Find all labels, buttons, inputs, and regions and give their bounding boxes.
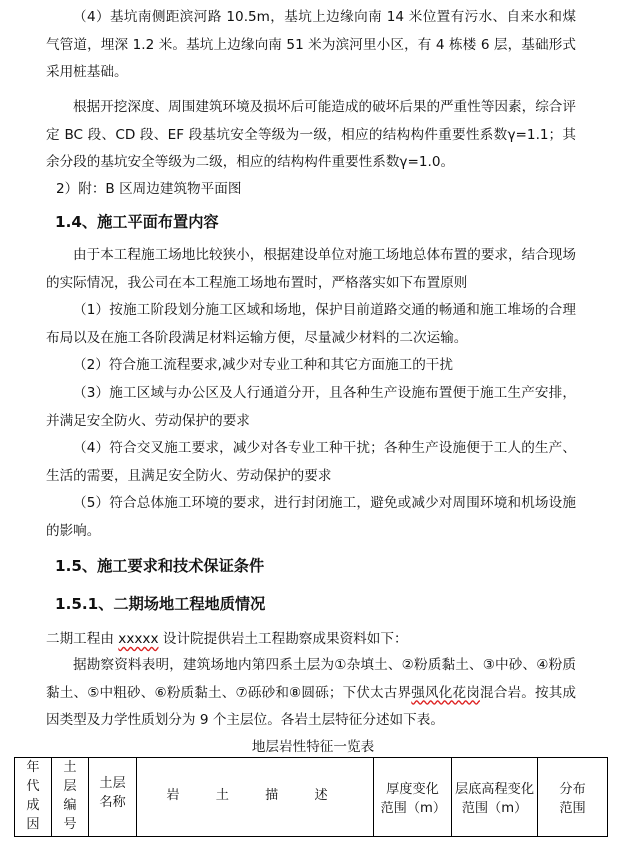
paragraph-strata-summary bbox=[46, 652, 576, 735]
table-header-row bbox=[15, 758, 608, 837]
header-description: 岩 土 描 述 bbox=[137, 758, 374, 837]
heading-1-5-1: 1.5.1、二期场地工程地质情况 bbox=[55, 595, 266, 613]
strata-text-end: 混合岩。按其成因类型及力学性质划分为 9 个主层位。各岩土层特征分述如下表。 bbox=[46, 684, 577, 728]
paragraph-principle-5: （5）符合总体施工环境的要求，进行封闭施工，避免或减少对周围环境和机场设施的影响。 bbox=[46, 495, 576, 539]
header-thickness-range: 厚度变化范围（m） bbox=[374, 758, 452, 837]
paragraph-principle-4: （4）符合交叉施工要求，减少对各专业工种干扰；各种生产设施便于工人的生产、生活的需要，且满足安全防火、劳动保护的要求 bbox=[46, 440, 576, 484]
paragraph-principle-3: （3）施工区域与办公区及人行通道分开，且各种生产设施布置便于施工生产安排，并满足安全防火、劳动保护的要求 bbox=[46, 385, 576, 429]
heading-1-5: 1.5、施工要求和技术保证条件 bbox=[55, 557, 265, 575]
strata-flagged-term: 强风化花岗 bbox=[411, 684, 480, 701]
paragraph-site-layout-intro: 由于本工程施工场地比较狭小，根据建设单位对施工场地总体布置的要求，结合现场的实际情况，我公司在本工程施工场地布置时，严格落实如下布置原则 bbox=[46, 247, 576, 291]
header-distribution: 分布范围 bbox=[538, 758, 608, 837]
header-layer-number: 土层编号 bbox=[52, 758, 89, 837]
paragraph-foundation-pit-south: （4）基坑南侧距滨河路 10.5m，基坑上边缘向南 14 米位置有污水、自来水和煤气管道，埋深 1.2 米。基坑上边缘向南 51 米为滨河里小区，有 4 栋楼 6 层，基础形式采用桩基础。 bbox=[46, 9, 576, 80]
survey-text-start: 二期工程由 bbox=[46, 631, 119, 647]
header-era-origin: 年代成因 bbox=[15, 758, 52, 837]
survey-text-end: 设计院提供岩土工程勘察成果资料如下： bbox=[158, 631, 408, 647]
paragraph-attachment: 2）附：B 区周边建筑物平面图 bbox=[56, 181, 242, 197]
strata-characteristics-table bbox=[14, 757, 608, 837]
table-caption: 地层岩性特征一览表 bbox=[251, 739, 375, 755]
paragraph-survey-source bbox=[46, 626, 576, 654]
header-elevation-range: 层底高程变化范围（m） bbox=[452, 758, 538, 837]
paragraph-principle-1: （1）按施工阶段划分施工区域和场地，保护目前道路交通的畅通和施工堆场的合理布局以及在施工各阶段满足材料运输方便，尽量减少材料的二次运输。 bbox=[46, 302, 576, 346]
header-layer-name: 土层名称 bbox=[89, 758, 137, 837]
heading-1-4: 1.4、施工平面布置内容 bbox=[55, 213, 219, 231]
strata-text-start: 据勘察资料表明，建筑场地内第四系土层为①杂填土、②粉质黏土、③中砂、④粉质黏土、⑤中粗砂、⑥粉质黏土、⑦砾砂和⑧圆砾；下伏太古界 bbox=[46, 657, 576, 701]
paragraph-safety-grade: 根据开挖深度、周围建筑环境及损坏后可能造成的破坏后果的严重性等因素，综合评定 BC 段、CD 段、EF 段基坑安全等级为一级，相应的结构构件重要性系数γ=1.1；其余分段的基坑安全等级为二级，相应的结构构件重要性系数γ=1.0。 bbox=[46, 99, 576, 170]
survey-institute-placeholder: xxxxx bbox=[118, 631, 159, 647]
paragraph-principle-2: （2）符合施工流程要求,减少对专业工种和其它方面施工的干扰 bbox=[73, 357, 453, 373]
